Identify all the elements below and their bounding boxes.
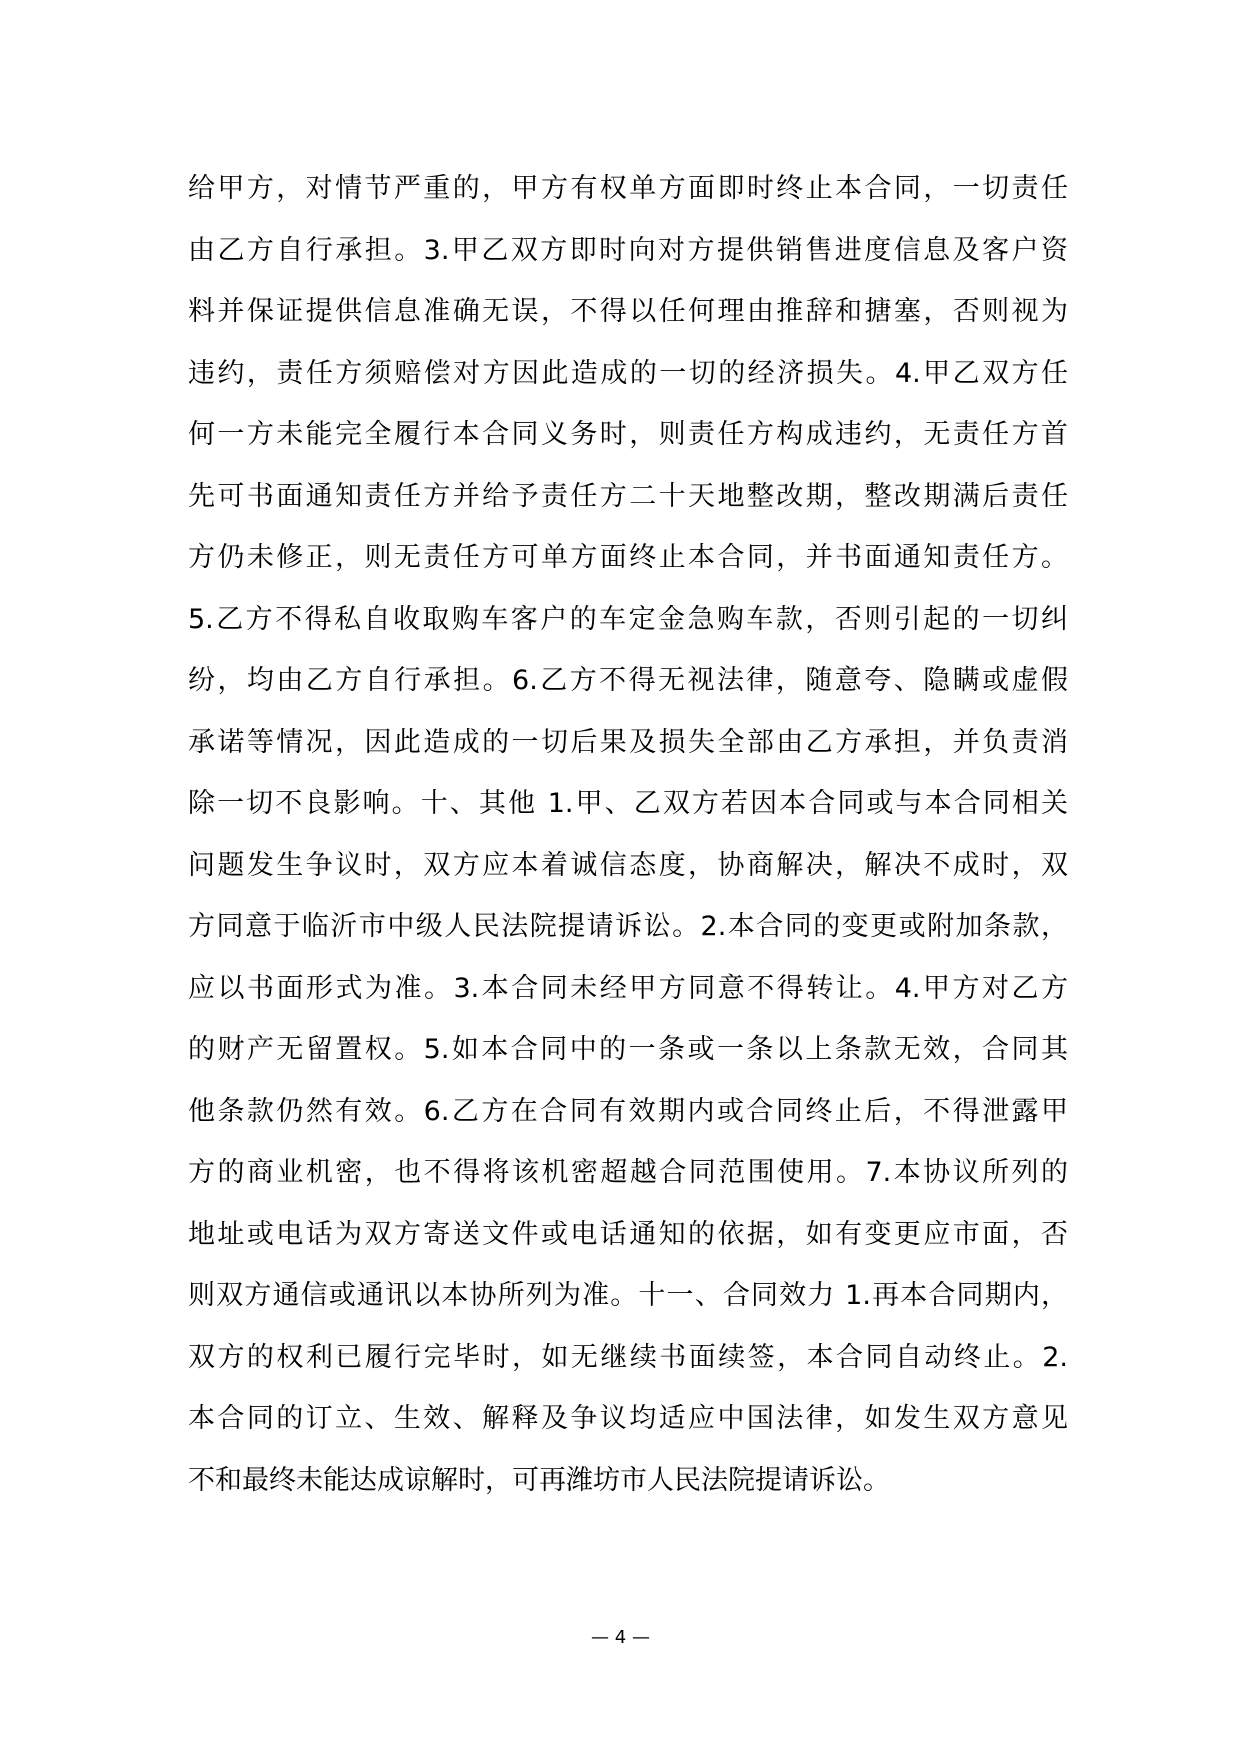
text-line-2: 由乙方自行承担。3.甲乙双方即时向对方提供销售进度信息及客户资 <box>188 234 1068 266</box>
text-line-19: 则双方通信或通讯以本协所列为准。十一、合同效力 1.再本合同期内， <box>188 1280 1068 1311</box>
text-line-7: 方仍未修正，则无责任方可单方面终止本合同，并书面通知责任方。 <box>188 542 1068 573</box>
text-line-5: 何一方未能完全履行本合同义务时，则责任方构成违约，无责任方首 <box>188 419 1068 450</box>
text-line-1: 给甲方，对情节严重的，甲方有权单方面即时终止本合同，一切责任 <box>188 173 1068 204</box>
text-line-3: 料并保证提供信息准确无误，不得以任何理由推辞和搪塞，否则视为 <box>188 296 1068 327</box>
text-line-16: 他条款仍然有效。6.乙方在合同有效期内或合同终止后，不得泄露甲 <box>188 1095 1068 1127</box>
text-line-20: 双方的权利已履行完毕时，如无继续书面续签，本合同自动终止。2. <box>188 1341 1068 1373</box>
text-line-4: 违约，责任方须赔偿对方因此造成的一切的经济损失。4.甲乙双方任 <box>188 357 1068 389</box>
text-line-6: 先可书面通知责任方并给予责任方二十天地整改期，整改期满后责任 <box>188 480 1068 512</box>
text-line-10: 承诺等情况，因此造成的一切后果及损失全部由乙方承担，并负责消 <box>188 726 1068 758</box>
text-line-14: 应以书面形式为准。3.本合同未经甲方同意不得转让。4.甲方对乙方 <box>188 972 1068 1004</box>
text-line-17: 方的商业机密，也不得将该机密超越合同范围使用。7.本协议所列的 <box>188 1157 1068 1188</box>
text-line-18: 地址或电话为双方寄送文件或电话通知的依据，如有变更应市面，否 <box>188 1218 1068 1250</box>
text-line-12: 问题发生争议时，双方应本着诚信态度，协商解决，解决不成时，双 <box>188 849 1068 881</box>
text-line-9: 纷，均由乙方自行承担。6.乙方不得无视法律，随意夸、隐瞒或虚假 <box>188 665 1068 696</box>
text-line-22: 不和最终未能达成谅解时，可再潍坊市人民法院提请诉讼。 <box>188 1464 890 1496</box>
text-line-8: 5.乙方不得私自收取购车客户的车定金急购车款，否则引起的一切纠 <box>188 603 1068 635</box>
text-line-15: 的财产无留置权。5.如本合同中的一条或一条以上条款无效，合同其 <box>188 1034 1068 1065</box>
text-line-13: 方同意于临沂市中级人民法院提请诉讼。2.本合同的变更或附加条款， <box>188 911 1068 942</box>
text-line-11: 除一切不良影响。十、其他 1.甲、乙双方若因本合同或与本合同相关 <box>188 788 1068 819</box>
contract-body-text <box>188 158 1068 1511</box>
page-number: — 4 — <box>591 1627 650 1648</box>
text-line-21: 本合同的订立、生效、解释及争议均适应中国法律，如发生双方意见 <box>188 1403 1068 1434</box>
